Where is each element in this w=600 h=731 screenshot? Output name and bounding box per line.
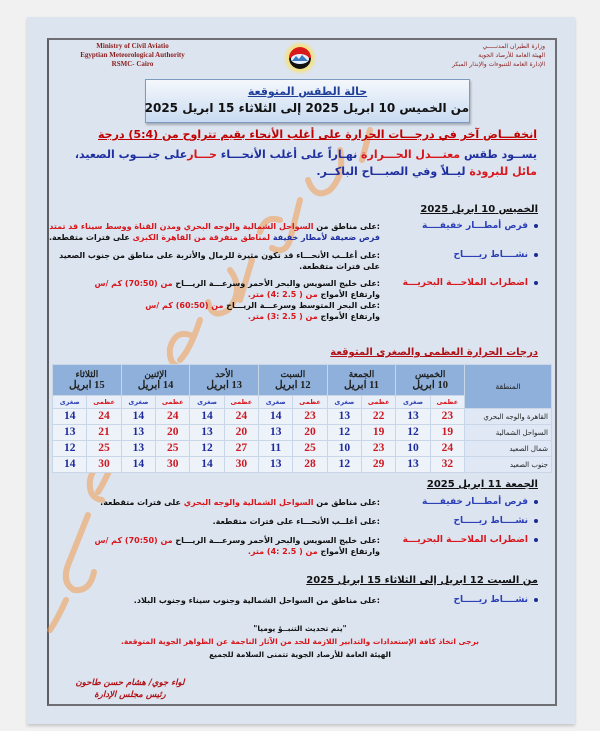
signature-block (60, 677, 200, 701)
summary-headline: انخفـــاض آخر في درجـــات الحرارة على أغلب الأنحاء بقيم تتراوح من (5:4) درجة (98, 128, 537, 141)
max-temp-cell: 20 (293, 425, 327, 441)
day1-wind-item (59, 250, 538, 272)
max-temp-cell: 19 (430, 425, 464, 441)
table-row (53, 441, 552, 457)
min-temp-header: صغرى (327, 396, 361, 409)
max-temp-cell: 25 (156, 441, 190, 457)
detail-highlight: من (60:50) كم /س (145, 301, 224, 310)
header-arabic-line: الإدارة العامة للتنبوءات والإنذار المبكر (452, 61, 545, 68)
summary-paragraph (74, 146, 537, 180)
bullet-label-text: اضطراب الملاحـــة البحريـــة (402, 278, 528, 288)
min-temp-header: صغرى (53, 396, 87, 409)
summary-highlight: حـــار (187, 148, 217, 161)
min-temp-cell: 14 (53, 457, 87, 473)
max-temp-header: عظمى (293, 396, 327, 409)
max-temp-header: عظمى (156, 396, 190, 409)
detail-text: :على مناطق من (313, 498, 380, 507)
day-date: 13 ابريل (206, 380, 243, 391)
summary-text: نهـاراً على أغلب الأنحـــاء (216, 148, 362, 161)
detail-text: وارتفاع الأمواج (317, 312, 380, 321)
max-temp-cell: 23 (293, 409, 327, 425)
bullet-label-text: اضطراب الملاحـــة البحريـــة (402, 535, 528, 545)
bullet-label (388, 250, 538, 261)
day3-wind-item (63, 595, 538, 606)
header-english-line: Ministry of Civil Aviatio (96, 42, 169, 50)
min-temp-cell: 10 (327, 441, 361, 457)
max-temp-cell: 22 (362, 409, 396, 425)
min-temp-cell: 12 (190, 441, 224, 457)
bullet-icon (534, 224, 538, 228)
detail-text: :على خليج السويس والبحر الأحمر وسرعـــة الريـــاح (172, 279, 380, 288)
header-english-line: RSMC- Cairo (111, 60, 154, 68)
detail-highlight: فرص ضعيفة لأمطار خفيفة (270, 233, 380, 242)
summary-text: على جنـــوب الصعيد، (74, 148, 188, 161)
max-temp-cell: 27 (224, 441, 258, 457)
region-cell: السواحل الشمالية (465, 425, 552, 441)
max-temp-header: عظمى (87, 396, 121, 409)
bullet-detail (58, 278, 380, 322)
day1-marine-item (63, 278, 538, 322)
signer-title: رئيس مجلس الإدارة (94, 690, 166, 700)
day-name: الإثنين (144, 369, 167, 379)
day-name: الثلاثاء (75, 369, 99, 379)
max-temp-header: عظمى (362, 396, 396, 409)
bullet-detail (58, 250, 380, 272)
header-arabic-line: الهيئة العامة للأرصاد الجوية (478, 52, 545, 59)
day-name: السبت (280, 369, 306, 379)
day-header (190, 365, 259, 396)
detail-highlight: من ( 2.5 :4) متر. (247, 290, 318, 299)
detail-highlight: لمناطق متفرقة من القاهرة الكبرى (132, 233, 271, 242)
detail-text: على فترات متقطعة. (299, 262, 380, 271)
min-temp-header: صغرى (190, 396, 224, 409)
day-date: 10 ابريل (412, 380, 448, 391)
bullet-label (388, 497, 538, 508)
bullet-label (388, 535, 538, 546)
region-cell: القاهرة والوجه البحري (465, 409, 552, 425)
bullet-icon (534, 538, 538, 542)
bullet-label-text: نشــــاط ريـــــاح (453, 595, 528, 605)
summary-highlight: مائل للبرودة (469, 165, 537, 178)
max-temp-cell: 30 (224, 457, 258, 473)
min-temp-cell: 12 (327, 457, 361, 473)
max-temp-header: عظمى (224, 396, 258, 409)
bullet-detail (58, 516, 380, 527)
detail-highlight: السواحل الشمالية والوجه البحري (183, 498, 314, 507)
day1-heading: الخميس 10 ابريل 2025 (420, 204, 538, 215)
bullet-detail (58, 535, 380, 557)
table-row (53, 425, 552, 441)
min-temp-cell: 12 (396, 425, 430, 441)
day-header (121, 365, 190, 396)
detail-text: على فترات متقطعة. (48, 233, 133, 242)
day-name: الجمعة (348, 369, 375, 379)
detail-text: وارتفاع الأمواج (317, 290, 380, 299)
min-temp-cell: 13 (259, 457, 293, 473)
max-temp-cell: 25 (87, 441, 121, 457)
max-temp-cell: 24 (156, 409, 190, 425)
min-temp-cell: 13 (121, 441, 155, 457)
temps-body (53, 409, 552, 473)
max-temp-cell: 25 (293, 441, 327, 457)
detail-highlight: من (70:50) كم /س (94, 279, 173, 288)
min-temp-cell: 13 (396, 409, 430, 425)
day-date: 14 ابريل (137, 380, 174, 391)
header-arabic (395, 42, 545, 69)
max-temp-cell: 23 (430, 409, 464, 425)
max-temp-cell: 30 (156, 457, 190, 473)
table-row (53, 457, 552, 473)
bullet-detail (48, 221, 380, 243)
detail-text: وارتفاع الأمواج (317, 547, 380, 556)
header-arabic-line: وزارة الطيران المدنـــــي (482, 43, 545, 50)
bullet-label (388, 595, 538, 606)
day-header (327, 365, 396, 396)
min-temp-cell: 13 (53, 425, 87, 441)
bullet-icon (534, 598, 538, 602)
bullet-icon (534, 281, 538, 285)
update-note: "يتم تحديث التنبــؤ يوميا" (253, 624, 347, 633)
min-temp-cell: 13 (396, 457, 430, 473)
min-temp-header: صغرى (121, 396, 155, 409)
forecast-period: من الخميس 10 ابريل 2025 إلى الثلاثاء 15 ابريل 2025 (144, 101, 469, 115)
max-temp-cell: 23 (362, 441, 396, 457)
bullet-label (388, 221, 538, 232)
detail-text: :على خليج السويس والبحر الأحمر وسرعـــة الريـــاح (172, 536, 380, 545)
min-temp-cell: 14 (259, 409, 293, 425)
bullet-detail (58, 595, 380, 606)
bullet-icon (534, 253, 538, 257)
min-temp-cell: 12 (327, 425, 361, 441)
min-temp-cell: 12 (53, 441, 87, 457)
day-date: 15 ابريل (69, 380, 105, 391)
min-temp-cell: 13 (327, 409, 361, 425)
day2-marine-item (63, 535, 538, 557)
max-temp-cell: 30 (87, 457, 121, 473)
min-temp-cell: 14 (53, 409, 87, 425)
min-temp-header: صغرى (259, 396, 293, 409)
detail-highlight: من ( 2.5 :4) متر. (247, 547, 318, 556)
max-temp-cell: 20 (156, 425, 190, 441)
summary-text: يســود طقس (460, 148, 537, 161)
detail-text: على فترات متقطعة. (100, 498, 184, 507)
summary-text: ليــلاً وفي الصبـــاح الباكــر. (316, 165, 470, 178)
detail-highlight: من ( 2.5 :3) متر. (247, 312, 318, 321)
min-temp-cell: 13 (259, 425, 293, 441)
day2-wind-item (63, 516, 538, 527)
temps-table-title: درجات الحرارة العظمى والصغرى المتوقعة (330, 347, 538, 358)
min-temp-cell: 14 (121, 409, 155, 425)
bullet-label-text: نشــــاط ريـــــاح (453, 250, 528, 260)
detail-text: :على مناطق من (313, 222, 380, 231)
header-english (70, 42, 195, 69)
min-temp-cell: 14 (190, 409, 224, 425)
max-temp-cell: 24 (87, 409, 121, 425)
min-temp-cell: 14 (121, 457, 155, 473)
ema-logo-icon (283, 41, 317, 75)
max-temp-cell: 24 (430, 441, 464, 457)
min-temp-cell: 13 (190, 425, 224, 441)
max-temp-cell: 21 (87, 425, 121, 441)
title-box (145, 79, 470, 123)
day1-rain-item (48, 221, 538, 243)
detail-highlight: من (70:50) كم /س (94, 536, 173, 545)
max-temp-cell: 32 (430, 457, 464, 473)
safety-wish: الهيئة العامة للأرصاد الجوية تتمنى السلامة للجميع (209, 650, 391, 659)
min-temp-cell: 14 (190, 457, 224, 473)
day3-heading: من السبت 12 ابريل إلى الثلاثاء 15 ابريل 2025 (306, 575, 538, 586)
max-temp-cell: 19 (362, 425, 396, 441)
bullet-icon (534, 500, 538, 504)
max-temp-cell: 24 (224, 409, 258, 425)
day-header (53, 365, 122, 396)
min-temp-cell: 13 (121, 425, 155, 441)
day-date: 12 ابريل (275, 380, 311, 391)
bullet-label (388, 516, 538, 527)
day-header (396, 365, 465, 396)
detail-text: :على البحر المتوسط وسرعـــة الريـــاح (223, 301, 380, 310)
day-header (259, 365, 328, 396)
min-temp-cell: 10 (396, 441, 430, 457)
region-cell: جنوب الصعيد (465, 457, 552, 473)
day2-rain-item (63, 497, 538, 508)
max-temp-cell: 20 (224, 425, 258, 441)
day-name: الخميس (414, 369, 446, 379)
bullet-label-text: فرص أمطـــار خفيفــــة (422, 221, 528, 231)
detail-highlight: السواحل الشمالية والوجه البحري ومدن القناة ووسط سيناء قد تمتد (49, 222, 314, 231)
max-temp-cell: 29 (362, 457, 396, 473)
day2-heading: الجمعة 11 ابريل 2025 (426, 479, 538, 490)
detail-text: :على أغلــب الأنحـــاء قد تكون مثيرة للرمال والأتربة على مناطق من جنوب الصعيد (59, 251, 380, 260)
signer-name: لواء جوي/ هشام حسن طاحون (75, 678, 185, 688)
day-date: 11 ابريل (343, 380, 380, 391)
table-row (53, 409, 552, 425)
region-cell: شمال الصعيد (465, 441, 552, 457)
region-header: المنطقة (465, 365, 552, 409)
max-temp-header: عظمى (430, 396, 464, 409)
header-english-line: Egyptian Meteorological Authority (80, 51, 185, 59)
page-title: حالة الطقس المتوقعة (247, 85, 368, 98)
temps-table (52, 364, 552, 473)
bullet-detail (58, 497, 380, 508)
bullet-label (388, 278, 538, 289)
min-temp-cell: 11 (259, 441, 293, 457)
warning-note: برجى اتخاذ كافة الإستعدادات والتدابير اللازمة للحد من الآثار الناجمة عن الظواهر الجوية المتوقعة. (121, 637, 479, 646)
summary-highlight: معتـــدل الحـــرارة (361, 148, 461, 161)
bullet-label-text: فرص أمطـــار خفيفــــة (422, 497, 528, 507)
max-temp-cell: 28 (293, 457, 327, 473)
bullet-icon (534, 519, 538, 523)
day-name: الأحد (215, 369, 234, 379)
bullet-label-text: نشــــاط ريـــــاح (453, 516, 528, 526)
detail-text: :على مناطق من السواحل الشمالية وجنوب سيناء وجنوب البلاد. (133, 596, 380, 605)
detail-text: :على أغلــب الأنحـــاء على فترات متقطعة. (212, 517, 380, 526)
min-temp-header: صغرى (396, 396, 430, 409)
